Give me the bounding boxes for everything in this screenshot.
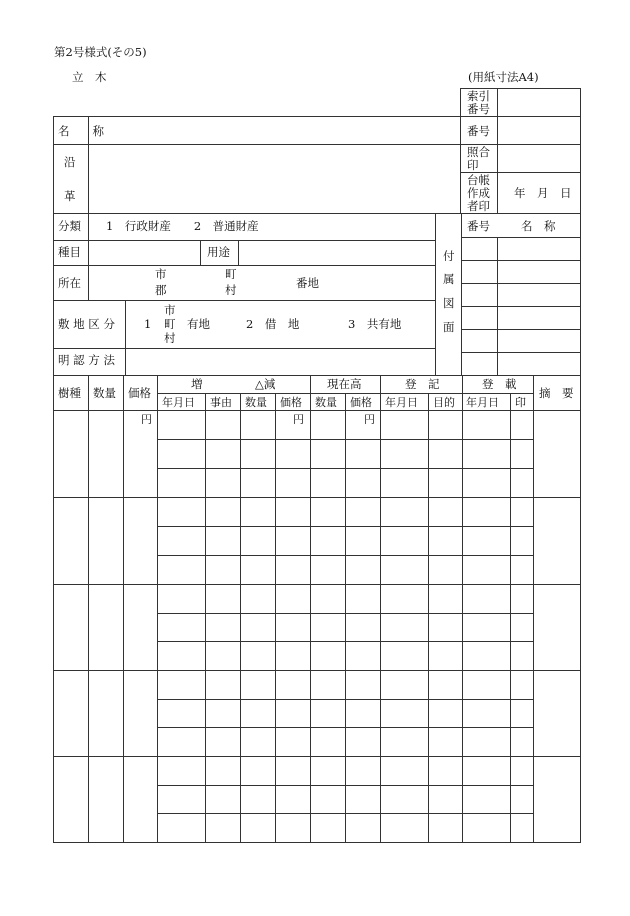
grid-line bbox=[157, 439, 534, 440]
clarify-method-label: 明 認 方 法 bbox=[58, 353, 115, 367]
grid-line bbox=[88, 375, 89, 843]
site-city: 市 bbox=[164, 303, 176, 317]
grid-line bbox=[53, 842, 581, 843]
location-city: 市 bbox=[155, 267, 167, 281]
grid-line bbox=[497, 88, 498, 214]
grid-line bbox=[53, 116, 461, 117]
col-species: 樹種 bbox=[58, 386, 81, 400]
grid-line bbox=[157, 526, 534, 527]
sub-seal: 印 bbox=[515, 396, 526, 409]
ledger-date: 年 月 日 bbox=[514, 186, 572, 200]
grid-line bbox=[157, 727, 534, 728]
grid-line bbox=[53, 756, 581, 757]
grid-line bbox=[157, 555, 534, 556]
history-label-2: 革 bbox=[64, 189, 76, 203]
paper-size-note: (用紙寸法A4) bbox=[468, 70, 539, 84]
number-label: 番号 bbox=[467, 124, 490, 138]
group-registry: 登 記 bbox=[405, 377, 440, 391]
form-number: 第2号様式(その5) bbox=[54, 45, 147, 59]
grid-line bbox=[53, 375, 581, 376]
site-village: 村 bbox=[164, 331, 176, 345]
grid-line bbox=[125, 300, 126, 376]
index-number-label-2: 番号 bbox=[467, 102, 490, 116]
classification-options: 1 行政財産 2 普通財産 bbox=[106, 219, 259, 233]
sub-date-3: 年月日 bbox=[466, 396, 499, 409]
collation-seal-label-2: 印 bbox=[467, 158, 479, 172]
sub-date-2: 年月日 bbox=[385, 396, 418, 409]
grid-line bbox=[240, 393, 241, 843]
yen-unit-current: 円 bbox=[364, 413, 375, 426]
attached-label-char-4: 面 bbox=[443, 320, 455, 334]
collation-seal-label-1: 照合 bbox=[467, 145, 490, 159]
location-town: 町 bbox=[225, 267, 237, 281]
grid-line bbox=[123, 375, 124, 843]
location-banchi: 番地 bbox=[296, 276, 319, 290]
ledger-creator-label-2: 作成 bbox=[467, 186, 490, 200]
grid-line bbox=[157, 785, 534, 786]
grid-line bbox=[345, 393, 346, 843]
grid-line bbox=[428, 393, 429, 843]
grid-line bbox=[157, 813, 534, 814]
site-option-1-number: 1 bbox=[144, 317, 152, 331]
grid-line bbox=[157, 699, 534, 700]
col-price: 価格 bbox=[128, 386, 151, 400]
sub-date-1: 年月日 bbox=[162, 396, 195, 409]
group-current: 現在高 bbox=[327, 377, 362, 391]
grid-line bbox=[460, 116, 581, 117]
grid-line bbox=[157, 613, 534, 614]
grid-line bbox=[461, 237, 581, 238]
grid-line bbox=[88, 213, 89, 301]
grid-line bbox=[533, 375, 534, 843]
name-label: 名 称 bbox=[58, 124, 104, 138]
group-increase: 増 bbox=[191, 377, 203, 391]
grid-line bbox=[238, 240, 239, 266]
grid-line bbox=[205, 393, 206, 843]
grid-line bbox=[462, 375, 463, 843]
grid-line bbox=[157, 468, 534, 469]
site-option-3: 3 共有地 bbox=[348, 317, 402, 331]
group-record: 登 載 bbox=[482, 377, 517, 391]
yen-unit-change: 円 bbox=[293, 413, 304, 426]
grid-line bbox=[460, 88, 461, 214]
attached-name-header: 名 称 bbox=[521, 219, 556, 233]
use-label: 用途 bbox=[207, 245, 230, 259]
form-title: 立 木 bbox=[72, 70, 107, 84]
col-quantity: 数量 bbox=[93, 386, 116, 400]
grid-line bbox=[53, 213, 581, 214]
location-label: 所在 bbox=[58, 276, 81, 290]
col-summary: 摘 要 bbox=[539, 386, 574, 400]
grid-line bbox=[461, 306, 581, 307]
grid-line bbox=[461, 329, 581, 330]
ledger-creator-label-1: 台帳 bbox=[467, 173, 490, 187]
grid-line bbox=[510, 393, 511, 843]
grid-line bbox=[53, 300, 436, 301]
group-decrease: △減 bbox=[255, 377, 276, 391]
grid-line bbox=[435, 213, 436, 376]
grid-line bbox=[200, 240, 201, 266]
grid-line bbox=[53, 213, 54, 376]
grid-line bbox=[53, 144, 461, 145]
grid-line bbox=[53, 116, 54, 214]
location-county: 郡 bbox=[155, 283, 167, 297]
grid-line bbox=[53, 375, 54, 843]
grid-line bbox=[157, 641, 534, 642]
attached-label-char-2: 属 bbox=[443, 272, 455, 286]
yen-unit-price: 円 bbox=[141, 413, 152, 426]
history-label-1: 沿 bbox=[64, 155, 76, 169]
attached-label-char-3: 図 bbox=[443, 296, 455, 310]
classification-label: 分類 bbox=[58, 219, 81, 233]
grid-line bbox=[88, 144, 89, 214]
sub-price-1: 価格 bbox=[280, 396, 302, 409]
grid-line bbox=[53, 497, 581, 498]
ledger-creator-label-3: 者印 bbox=[467, 199, 490, 213]
grid-line bbox=[380, 375, 381, 843]
grid-line bbox=[53, 410, 581, 411]
grid-line bbox=[53, 670, 581, 671]
grid-line bbox=[580, 375, 581, 843]
attached-label-char-1: 付 bbox=[443, 249, 455, 263]
site-option-2: 2 借 地 bbox=[246, 317, 300, 331]
grid-line bbox=[53, 348, 436, 349]
grid-line bbox=[53, 584, 581, 585]
grid-line bbox=[461, 352, 581, 353]
site-option-1: 有地 bbox=[187, 317, 210, 331]
sub-quantity-1: 数量 bbox=[245, 396, 267, 409]
location-village: 村 bbox=[225, 283, 237, 297]
sub-price-2: 価格 bbox=[350, 396, 372, 409]
kind-label: 種目 bbox=[58, 245, 81, 259]
index-number-label-1: 索引 bbox=[467, 89, 490, 103]
grid-line bbox=[53, 265, 436, 266]
grid-line bbox=[310, 375, 311, 843]
site-classification-label: 敷 地 区 分 bbox=[58, 317, 115, 331]
sub-purpose: 目的 bbox=[433, 396, 455, 409]
grid-line bbox=[461, 260, 581, 261]
sub-reason: 事由 bbox=[210, 396, 232, 409]
grid-line bbox=[580, 88, 581, 214]
grid-line bbox=[461, 283, 581, 284]
attached-number-header: 番号 bbox=[467, 219, 490, 233]
grid-line bbox=[157, 375, 158, 843]
grid-line bbox=[53, 240, 436, 241]
sub-quantity-2: 数量 bbox=[315, 396, 337, 409]
site-town: 町 bbox=[164, 317, 176, 331]
grid-line bbox=[275, 393, 276, 843]
